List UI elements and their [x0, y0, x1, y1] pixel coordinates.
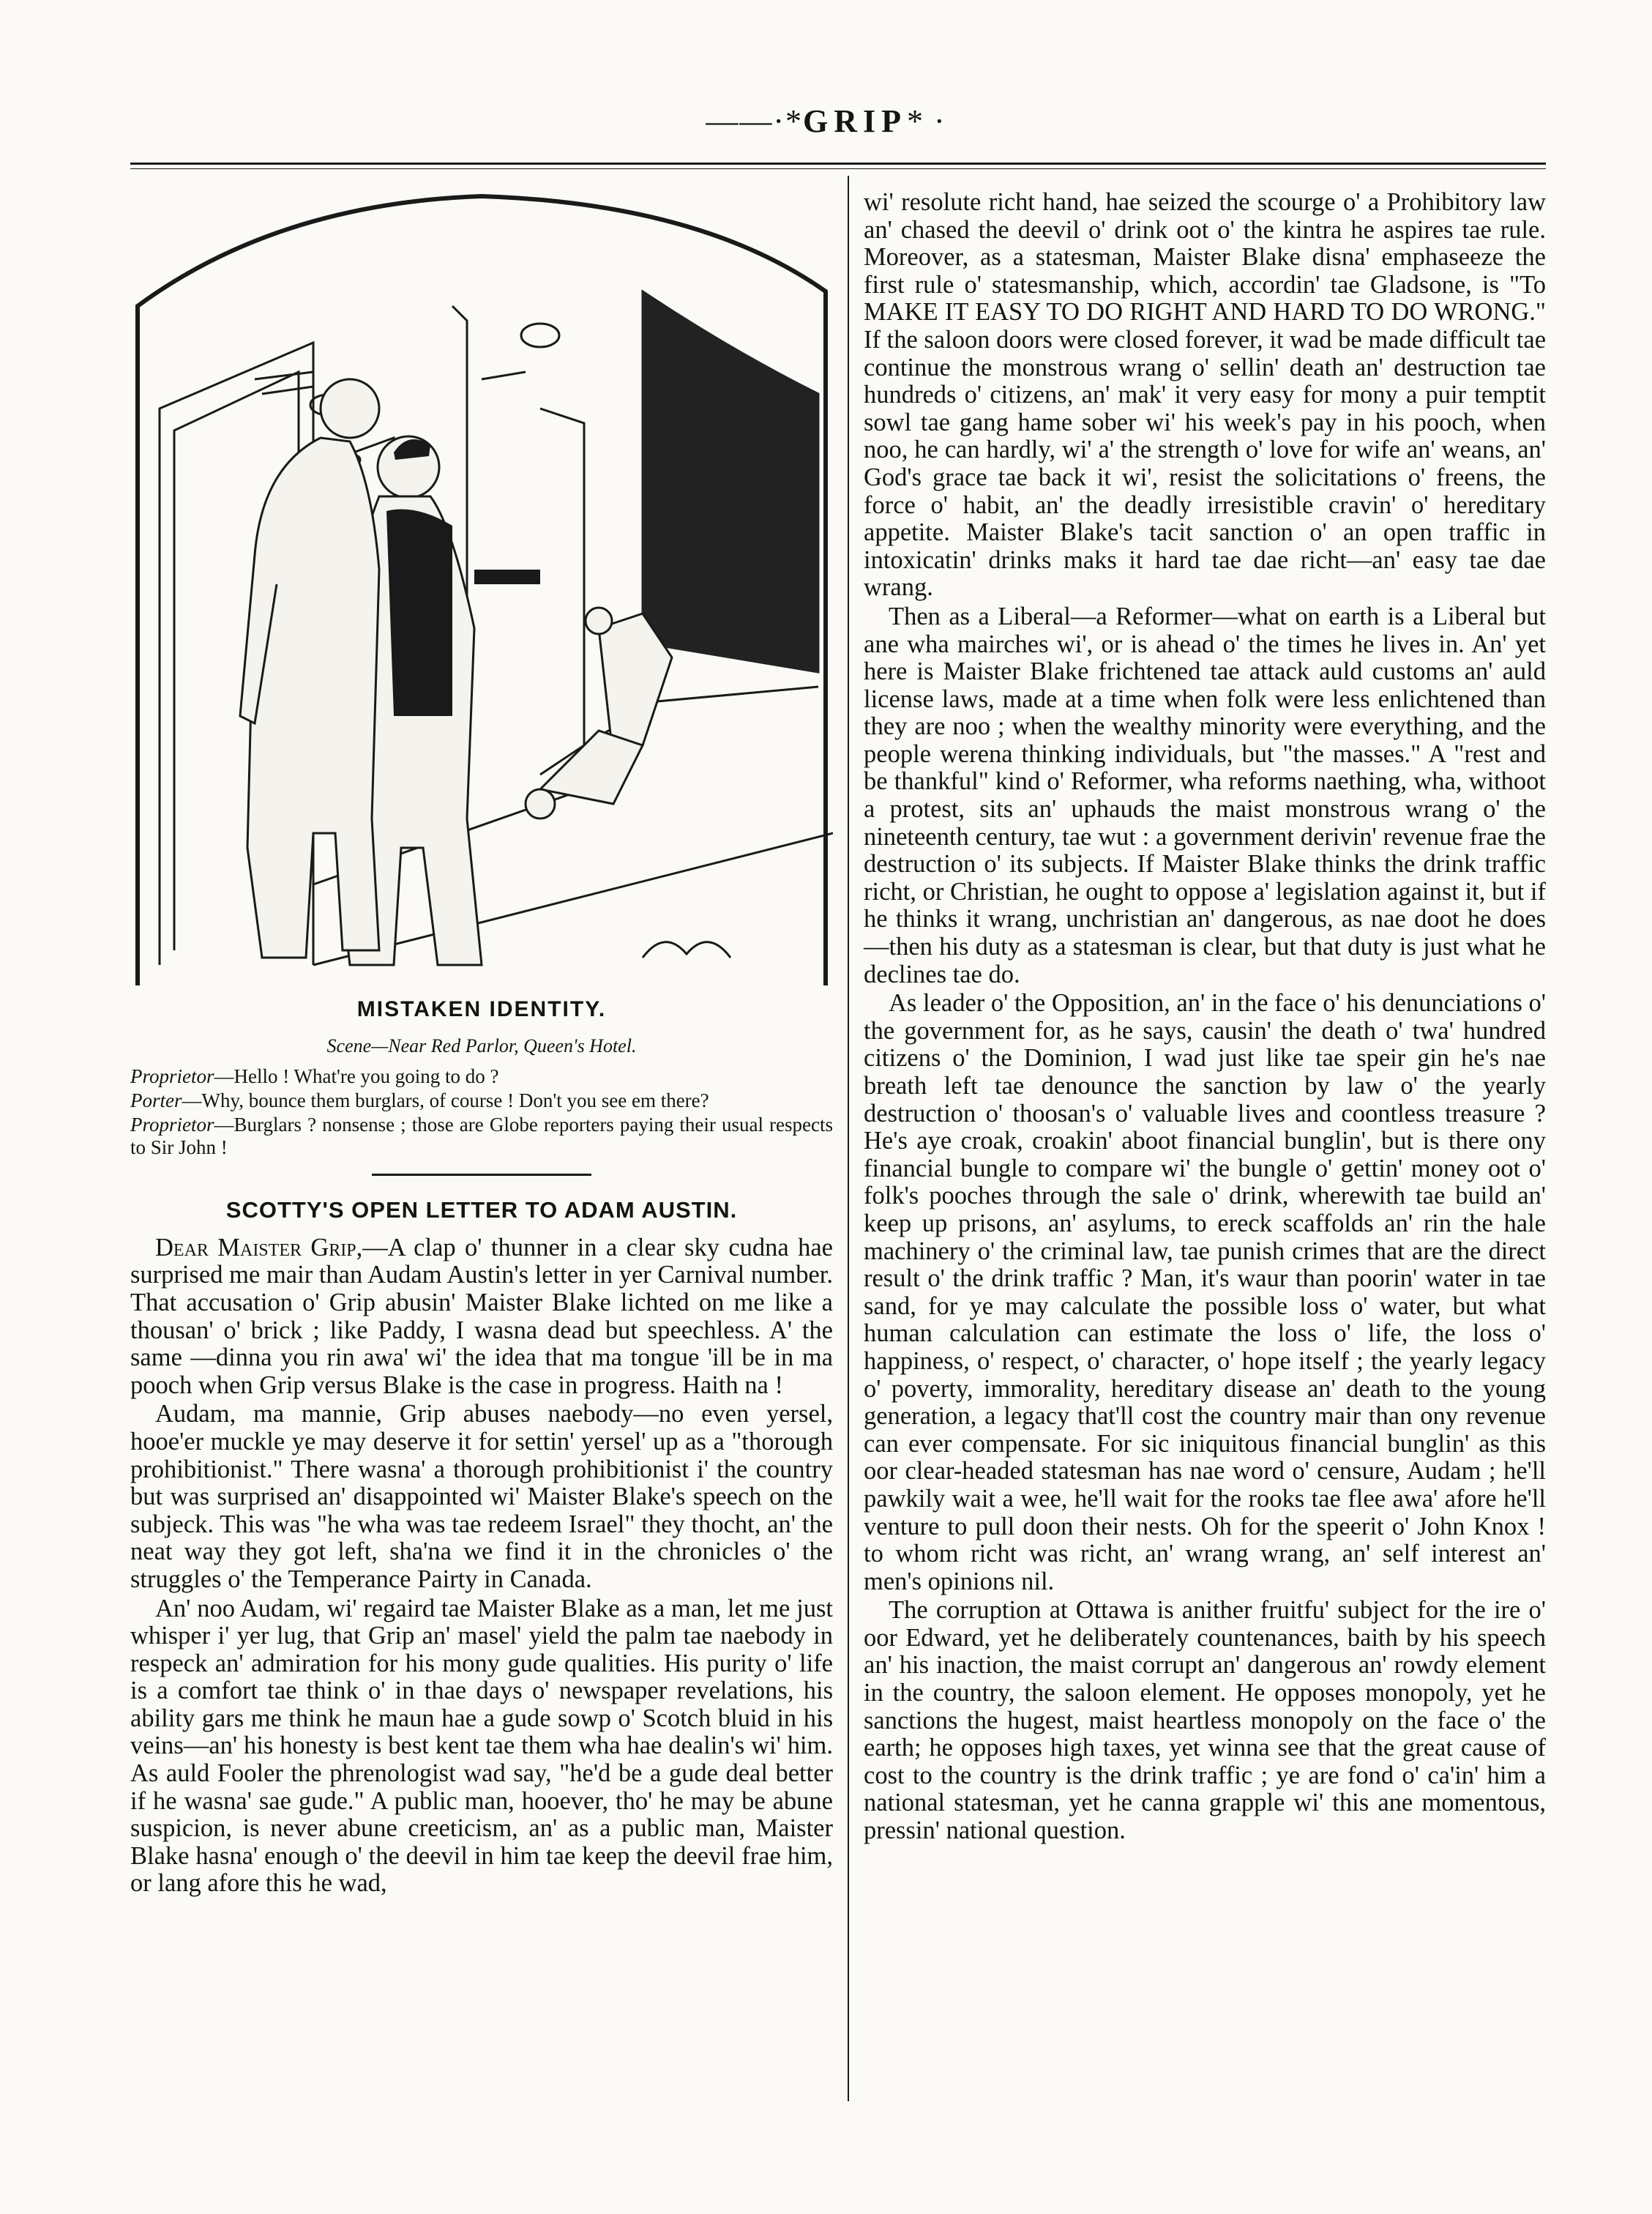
- article-paragraph: wi' resolute richt hand, hae seized the scourge o' a Prohibitory law an' chased the deevil o' drink oot o' the kintra he aspires tae rule. Moreover, as a statesman, Maister Blake disna' emphaseeze the first rule o' statesmanship, which, accordin' tae Gladsone, is "To MAKE IT EASY TO DO RIGHT AND HARD TO DO WRONG." If the saloon doors were closed forever, it wad be made difficult tae continue the monstrous wrang o' sellin' death an' destruction tae hundreds o' citizens, an' mak' it very easy for mony a puir temptit sowl tae gang hame sober wi' his week's pay in his pooch, when noo, he can hardly, wi' a' the strength o' love for wife an' weans, an' God's grace tae back it wi', resist the solicitations o' freens, the force o' habit, an' the deadly irresistible cravin' o' hereditary appetite. Maister Blake's tacit sanction o' an open traffic in intoxicatin' drinks maks it hard tae dae richt—an' easy tae dae wrang.: [864, 188, 1547, 602]
- right-column: [864, 189, 1546, 1845]
- dialog-line-3: [130, 1114, 833, 1159]
- article-paragraph: [130, 1234, 833, 1400]
- paragraph-text: —A clap o' thunner in a clear sky cudna hae surprised me mair than Audam Austin's letter in yer Carnival number. That accusation o' Grip abusin' Maister Blake lichted on me like a thousan' o' brick ; like Paddy, I wasna dead but speechless. A' the same —dinna you rin awa' wi' the idea that ma tongue 'ill be in ma pooch when Grip versus Blake is the case in progress. Haith na !: [130, 1233, 833, 1399]
- salutation: Dear Maister Grip,: [155, 1233, 363, 1261]
- dialog-text: —Hello ! What're you going to do ?: [214, 1065, 499, 1088]
- article-paragraph: As leader o' the Opposition, an' in the face o' his denunciations o' the government for, as he says, causin' the death o' twa' hundred citizens o' the Dominion, I wad just like tae speir gin he's nae breath left tae denounce the sanction by law o' the yearly destruction o' thoosan's o' valuable lives and coontless treasure ? He's aye croak, croakin' aboot financial bunglin', but is there ony financial bungle to compare wi' the bungle o' gettin' money oot o' folk's pooches through the sale o' drink, wherewith tae build an' keep up prisons, an' asylums, to ereck scaffolds an' rin the hale machinery o' the criminal law, tae punish crimes that are the direct result o' the drink traffic ? Man, it's waur than poorin' water in tae sand, for ye may calculate the possible loss o' water, but what human calculation can estimate the loss o' life, the loss o' happiness, o' respect, o' character, o' hope itself ; the yearly legacy o' poverty, immorality, hereditary disease an' death to the young generation, a legacy that'll cost the country mair than ony revenue can ever compensate. For sic iniquitous financial bunglin' as this oor clear-headed statesman has nae word o' censure, Audam ; he'll pawkily wait a wee, he'll wait for the rooks tae flee awa' afore he'll venture to pull doon their nests. Oh for the speerit o' John Knox ! to whom richt was richt, an' wrang wrang, an' self interest an' men's opinions nil.: [864, 989, 1546, 1595]
- dialog-speaker: Proprietor: [130, 1065, 214, 1088]
- article-paragraph: Audam, ma mannie, Grip abuses naebody—no even yersel, hooe'er muckle ye may deserve it for settin' yersel' up as a "thorough prohibitionist." There wasna' a thorough prohibitionist i' the country but was surprised an' disappointed wi' Maister Blake's speech on the subjeck. This was "he wha was tae redeem Israel" they thocht, an' the neat way they got left, sha'na we find it in the chronicles o' the struggles o' the Temperance Pairty in Canada.: [130, 1400, 833, 1593]
- article-paragraph: An' noo Audam, wi' regaird tae Maister Blake as a man, let me just whisper i' yer lug, that Grip an' masel' yield the palm tae naebody in respeck an' admiration for his mony gude qualities. His purity o' life is a comfort tae think o' in thae days o' newspaper revelations, his ability gars me think he maun hae a gude sowp o' Scotch bluid in his veins—an' his honesty is best kent tae them wha hae dealin's wi' him. As auld Fooler the phrenologist wad say, "he'd be a gude deal better if he wasna' sae gude." A public man, hooever, tho' he may be abune suspicion, is never abune creeticism, an' as a public man, Maister Blake hasna' enough o' the deevil in him tae keep the deevil frae him, or lang afore this he wad,: [130, 1594, 833, 1898]
- cartoon-drawing: [130, 189, 833, 987]
- column-divider: [848, 176, 849, 2101]
- header-rule-bottom: [130, 168, 1546, 169]
- dialog-line-2: [130, 1089, 833, 1112]
- cartoon-title: MISTAKEN IDENTITY.: [356, 997, 607, 1021]
- masthead-title: GRIP: [803, 103, 907, 139]
- left-column: [130, 189, 833, 1898]
- article-headline: SCOTTY'S OPEN LETTER TO ADAM AUSTIN.: [225, 1197, 738, 1223]
- article-paragraph: The corruption at Ottawa is anither fruitfu' subject for the ire o' oor Edward, yet he deliberately countenances, baith by his speech an' his inaction, the maist corrupt an' dangerous an' rowdy element in the country, the saloon element. He opposes monopoly, yet he sanctions the hugest, maist heartless monopoly on the face o' the earth; he opposes high taxes, yet winna see that the great cause of cost to the country is the drink traffic ; ye are fond o' ca'in' him a national statesman, yet he canna grapple wi' this ane momentous, pressin' national question.: [864, 1596, 1546, 1845]
- dialog-speaker: Porter: [130, 1089, 182, 1112]
- section-divider: [372, 1174, 591, 1176]
- article-paragraph: Then as a Liberal—a Reformer—what on earth is a Liberal but ane wha mairches wi', or is ahead o' the times he lives in. An' yet here is Maister Blake frichtened tae attack auld customs an' auld license laws, made at a time when folk were less enlichtened than they are noo ; when the wealthy minority were everything, and the people werena thinking individuals, but "the masses." A "rest and be thankful" kind o' Reformer, wha reforms naething, wha, withoot a protest, sits an' uphauds the maist monstrous wrang o' the nineteenth century, tae wut : a government derivin' revenue frae the destruction o' its subjects. If Maister Blake thinks the drink traffic richt, or Christian, he ought to oppose a' legislation against it, but if he thinks it wrang, unchristian an' dangerous, as nae doot he does—then his duty as a statesman is clear, but that duty is just what he declines tae do.: [864, 602, 1546, 988]
- dialog-speaker: Proprietor: [130, 1114, 214, 1136]
- dialog-text: —Burglars ? nonsense ; those are Globe reporters paying their usual respects to Sir John !: [130, 1114, 833, 1159]
- dialog-line-1: [130, 1065, 833, 1088]
- header-rule-top: [130, 163, 1546, 165]
- cartoon-illustration: [130, 189, 833, 987]
- masthead: ——·*GRIP* ·: [706, 103, 946, 139]
- dialog-text: —Why, bounce them burglars, of course ! Don't you see em there?: [182, 1089, 709, 1112]
- cartoon-scene: Scene—Near Red Parlor, Queen's Hotel.: [326, 1035, 637, 1056]
